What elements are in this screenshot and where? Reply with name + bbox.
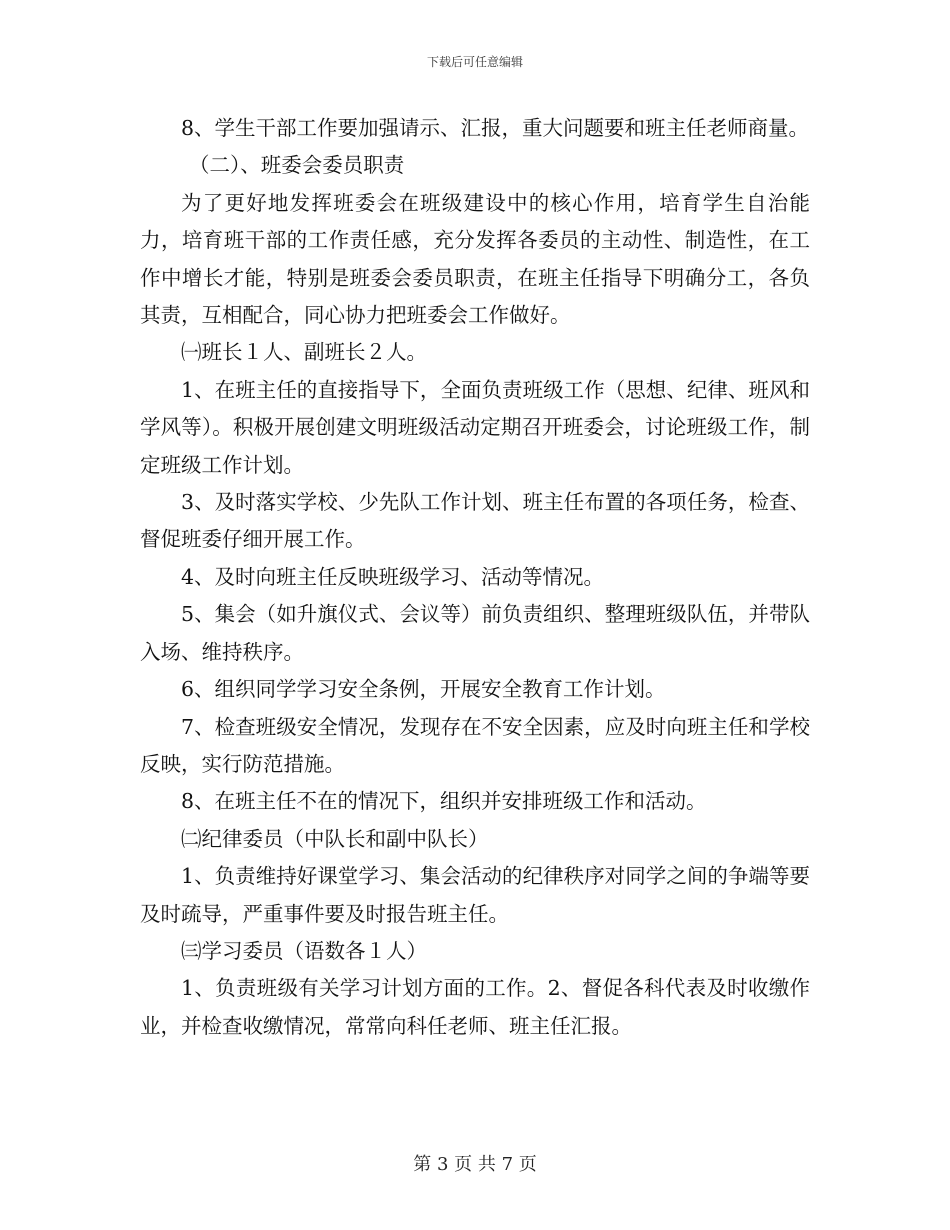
subsection-heading: ㈢学习委员（语数各１人） <box>181 938 427 963</box>
paragraph: 7、检查班级安全情况，发现存在不安全因素，应及时向班主任和学校反映，实行防范措施。 <box>140 714 810 776</box>
document-body <box>140 110 810 1045</box>
section-heading: （二）、班委会委员职责 <box>189 153 405 178</box>
subsection-heading: ㈠班长１人、副班长２人。 <box>181 340 427 365</box>
paragraph: 8、学生干部工作要加强请示、汇报，重大问题要和班主任老师商量。 <box>181 116 810 140</box>
paragraph: 1、负责维持好课堂学习、集会活动的纪律秩序对同学之间的争端等要及时疏导，严重事件要及时报告班主任。 <box>140 864 810 926</box>
paragraph: 1、负责班级有关学习计划方面的工作。2、督促各科代表及时收缴作业，并检查收缴情况，常常向科任老师、班主任汇报。 <box>140 976 810 1038</box>
paragraph: 1、在班主任的直接指导下，全面负责班级工作（思想、纪律、班风和学风等）。积极开展创建文明班级活动定期召开班委会，讨论班级工作，制定班级工作计划。 <box>140 377 810 477</box>
page-number-footer: 第 3 页 共 7 页 <box>413 1154 537 1175</box>
paragraph: 为了更好地发挥班委会在班级建设中的核心作用，培育学生自治能力，培育班干部的工作责任感，充分发挥各委员的主动性、制造性，在工作中增长才能，特别是班委会委员职责，在班主任指导下明确分工，各负其责，互相配合，同心协力把班委会工作做好。 <box>140 190 810 328</box>
paragraph: 5、集会（如升旗仪式、会议等）前负责组织、整理班级队伍，并带队入场、维持秩序。 <box>140 602 810 664</box>
paragraph: 3、及时落实学校、少先队工作计划、班主任布置的各项任务，检查、督促班委仔细开展工作。 <box>140 490 810 552</box>
paragraph: 4、及时向班主任反映班级学习、活动等情况。 <box>181 564 605 589</box>
page-header: 下载后可任意编辑 <box>426 55 523 69</box>
subsection-heading: ㈡纪律委员（中队长和副中队长） <box>181 826 489 851</box>
paragraph: 8、在班主任不在的情况下，组织并安排班级工作和活动。 <box>181 789 707 814</box>
paragraph: 6、组织同学学习安全条例，开展安全教育工作计划。 <box>181 677 666 702</box>
